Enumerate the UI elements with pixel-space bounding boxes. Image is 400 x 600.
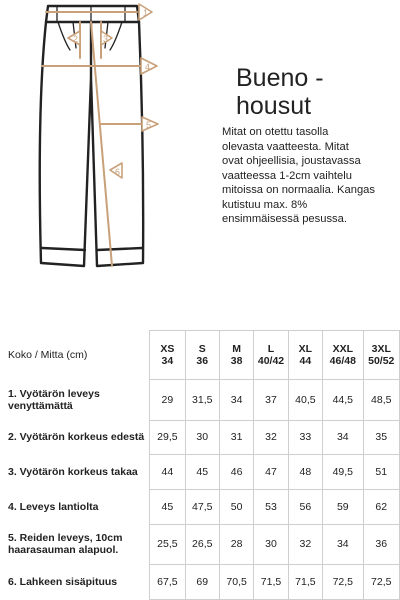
measurement-label (0, 565, 150, 600)
product-title-line-1: Bueno - (236, 64, 324, 92)
description-line-7: ensimmäisessä pesussa. (222, 213, 347, 225)
size-header-s (185, 331, 219, 380)
table-row (0, 379, 400, 420)
table-cell: 34 (219, 379, 253, 420)
table-cell: 62 (363, 489, 399, 524)
table-cell: 72,5 (363, 565, 399, 600)
table-cell: 47,5 (185, 489, 219, 524)
table-cell: 31 (219, 420, 253, 455)
svg-text:3: 3 (103, 34, 109, 44)
size-number: 46/48 (329, 354, 356, 367)
size-label: XS (160, 342, 175, 355)
size-label: XL (298, 342, 313, 355)
size-label: M (232, 342, 241, 355)
table-cell: 31,5 (185, 379, 219, 420)
size-number: 36 (196, 354, 209, 367)
size-number: 44 (299, 354, 312, 367)
table-cell: 67,5 (150, 565, 185, 600)
svg-text:5: 5 (146, 120, 152, 130)
size-header-xs (150, 331, 185, 380)
table-cell: 34 (323, 420, 363, 455)
size-label: S (198, 342, 206, 355)
description-line-1: Mitat on otettu tasolla (222, 126, 329, 138)
measurement-label-line-2: venyttämättä (8, 399, 73, 412)
table-corner-label: Koko / Mitta (cm) (8, 348, 88, 361)
pants-right-pocket (110, 22, 122, 50)
table-cell: 44,5 (323, 379, 363, 420)
table-cell: 71,5 (288, 565, 322, 600)
measurement-label (0, 489, 150, 524)
table-cell: 29 (150, 379, 185, 420)
table-cell: 49,5 (323, 455, 363, 490)
svg-text:2: 2 (73, 34, 79, 44)
table-header-row (0, 331, 400, 380)
table-cell: 30 (185, 420, 219, 455)
table-cell: 70,5 (219, 565, 253, 600)
table-cell: 46 (219, 455, 253, 490)
measurement-label-line-1: 4. Leveys lantiolta (8, 500, 99, 513)
measurement-label (0, 524, 150, 565)
table-cell: 32 (288, 524, 322, 565)
table-cell: 48,5 (363, 379, 399, 420)
size-label: 3XL (371, 342, 391, 355)
table-cell: 44 (150, 455, 185, 490)
size-label: L (267, 342, 275, 355)
measure-marker-5 (142, 117, 158, 131)
measure-marker-2 (68, 31, 80, 45)
description-line-5: mitoissa on normaalia. Kangas (222, 184, 375, 196)
measurement-label (0, 455, 150, 490)
description-line-4: vaatteessa 1-2cm vaihtelu (222, 169, 352, 182)
table-row (0, 565, 400, 600)
table-cell: 29,5 (150, 420, 185, 455)
size-number: 34 (161, 354, 174, 367)
table-row (0, 420, 400, 455)
table-cell: 32 (254, 420, 288, 455)
size-label: XXL (332, 342, 353, 355)
size-number: 40/42 (257, 354, 285, 367)
table-cell: 53 (254, 489, 288, 524)
pants-left-hem (42, 248, 85, 250)
pants-right-hem (97, 248, 142, 250)
table-cell: 26,5 (185, 524, 219, 565)
table-cell: 45 (150, 489, 185, 524)
measure-marker-6 (110, 163, 122, 178)
table-cell: 71,5 (254, 565, 288, 600)
measure-marker-1 (139, 4, 152, 20)
table-cell: 47 (254, 455, 288, 490)
svg-text:6: 6 (115, 167, 121, 177)
pants-illustration (0, 0, 175, 300)
table-row (0, 489, 400, 524)
table-cell: 25,5 (150, 524, 185, 565)
svg-text:4: 4 (145, 62, 151, 72)
size-header-3xl (363, 331, 399, 380)
product-title-line-2: housut (236, 92, 312, 120)
table-cell: 40,5 (288, 379, 322, 420)
measurement-label-line-1: 3. Vyötärön korkeus takaa (8, 466, 138, 479)
table-cell: 45 (185, 455, 219, 490)
svg-text:1: 1 (143, 8, 149, 18)
measurement-label-line-1: 6. Lahkeen sisäpituus (8, 576, 118, 589)
measurement-label (0, 379, 150, 420)
table-cell: 33 (288, 420, 322, 455)
size-header-xxl (323, 331, 363, 380)
table-row (0, 455, 400, 490)
table-cell: 69 (185, 565, 219, 600)
table-cell: 59 (323, 489, 363, 524)
table-cell: 50 (219, 489, 253, 524)
size-table (0, 330, 400, 600)
table-cell: 35 (363, 420, 399, 455)
table-cell: 48 (288, 455, 322, 490)
size-header-xl (288, 331, 322, 380)
description-line-2: olevasta vaatteesta. Mitat (222, 140, 349, 153)
measurement-label (0, 420, 150, 455)
measure-marker-4 (141, 58, 157, 74)
table-cell: 37 (254, 379, 288, 420)
table-cell: 51 (363, 455, 399, 490)
table-cell: 72,5 (323, 565, 363, 600)
table-cell: 56 (288, 489, 322, 524)
table-row (0, 524, 400, 565)
pants-left-pocket (58, 22, 70, 50)
description-line-6: kutistuu max. 8% (222, 198, 308, 211)
size-number: 50/52 (368, 354, 395, 367)
table-cell: 36 (363, 524, 399, 565)
description-line-3: ovat ohjeellisia, joustavassa (222, 155, 361, 167)
measure-marker-3 (101, 31, 112, 45)
table-cell: 28 (219, 524, 253, 565)
measurement-label-line-1: 5. Reiden leveys, 10cm (8, 532, 123, 545)
table-cell: 30 (254, 524, 288, 565)
measurement-label-line-2: haarasauman alapuol. (8, 544, 119, 557)
measurement-label-line-1: 1. Vyötärön leveys (8, 387, 100, 400)
size-number: 38 (230, 354, 243, 367)
table-cell: 34 (323, 524, 363, 565)
size-header-l (254, 331, 288, 380)
size-header-m (219, 331, 253, 380)
measurement-label-line-1: 2. Vyötärön korkeus edestä (8, 431, 145, 444)
